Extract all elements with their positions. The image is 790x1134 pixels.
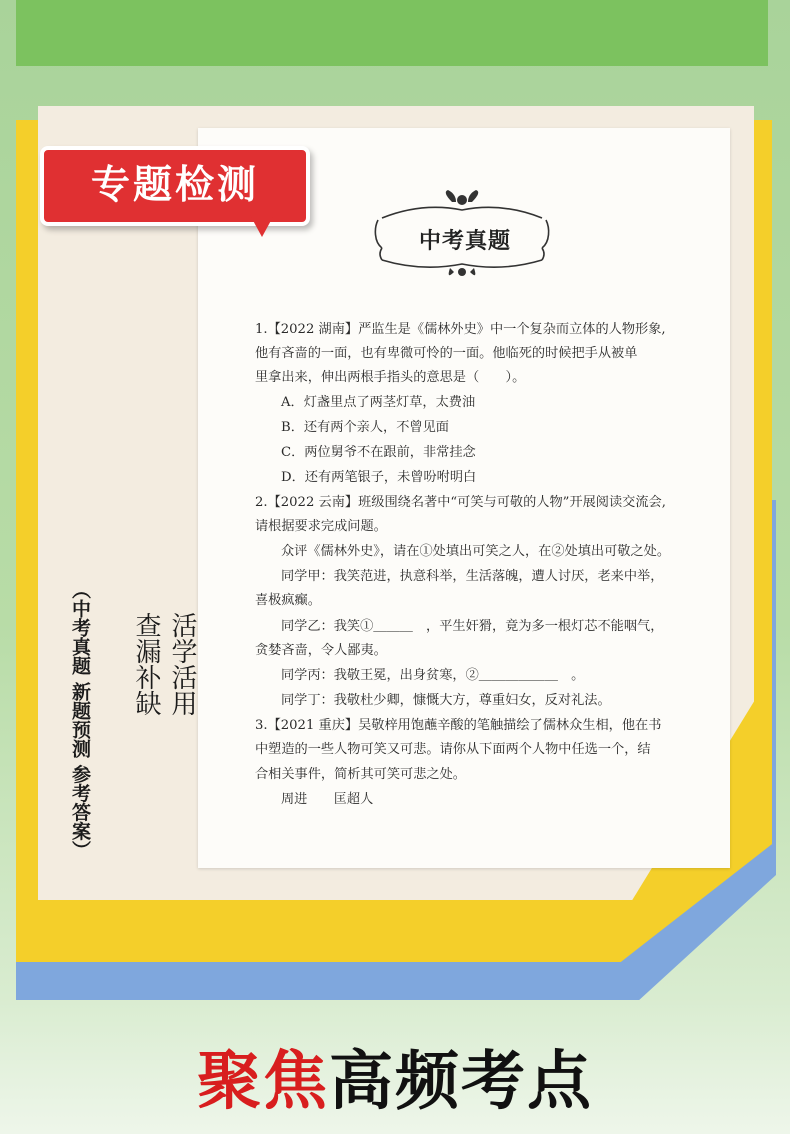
q1-text: 里拿出来，伸出两根手指头的意思是（ ）。 xyxy=(255,370,526,385)
q3-text: 合相关事件，简析其可笑可悲之处。 xyxy=(255,767,466,782)
green-header-bar xyxy=(16,0,768,66)
headline-red: 聚焦 xyxy=(197,1045,329,1119)
bottom-headline xyxy=(0,1030,790,1122)
headline-black: 高频考点 xyxy=(329,1045,593,1119)
q2-text: 喜极疯癫。 xyxy=(255,593,321,608)
section-title: 中考真题 xyxy=(418,229,511,254)
q1-text: 他有吝啬的一面，也有卑微可怜的一面。他临死的时候把手从被单 xyxy=(255,346,638,361)
q2-text: 同学甲：我笑范进，执意科举，生活落魄，遭人讨厌，老来中举， xyxy=(281,569,664,584)
q1-option-d: D．还有两笔银子，未曾吩咐明白 xyxy=(281,470,477,485)
tagline-2: 查漏补缺 xyxy=(131,612,161,716)
q3-text: 中塑造的一些人物可笑又可悲。请你从下面两个人物中任选一个，结 xyxy=(255,742,651,757)
q3-text: 周进 匡超人 xyxy=(281,792,374,807)
topic-test-badge: 专题检测 xyxy=(40,146,310,226)
q1-option-a: A．灯盏里点了两茎灯草，太费油 xyxy=(281,395,476,410)
q2-text: 同学丁：我敬杜少卿，慷慨大方，尊重妇女，反对礼法。 xyxy=(281,693,611,708)
q2-text: 众评《儒林外史》，请在①处填出可笑之人，在②处填出可敬之处。 xyxy=(281,544,671,559)
q1-option-b: B．还有两个亲人，不曾见面 xyxy=(281,420,449,435)
q2-text: 贪婪吝啬，令人鄙夷。 xyxy=(255,643,387,658)
q2-text: 请根据要求完成问题。 xyxy=(255,519,387,534)
tagline xyxy=(128,612,200,912)
q2-text: 同学乙：我笑①＿＿＿ ，平生奸猾，竟为多一根灯芯不能咽气， xyxy=(281,619,664,634)
q1-text: 1.【2022 湖南】严监生是《儒林外史》中一个复杂而立体的人物形象, xyxy=(255,322,666,337)
tagline-1: 活学活用 xyxy=(167,612,197,716)
q2-text: 同学丙：我敬王冕，出身贫寒，②＿＿＿＿＿＿ 。 xyxy=(281,668,585,683)
contents-note: （中考真题 新题预测 参考答案） xyxy=(69,580,91,860)
q2-text: 2.【2022 云南】班级围绕名著中“可笑与可敬的人物”开展阅读交流会, xyxy=(255,495,666,510)
section-title-frame xyxy=(380,188,560,278)
badge-pointer xyxy=(250,215,274,237)
q3-text: 3.【2021 重庆】吴敬梓用饱蘸辛酸的笔触描绘了儒林众生相，他在书 xyxy=(255,718,662,733)
q1-option-c: C．两位舅爷不在跟前，非常挂念 xyxy=(281,445,476,460)
